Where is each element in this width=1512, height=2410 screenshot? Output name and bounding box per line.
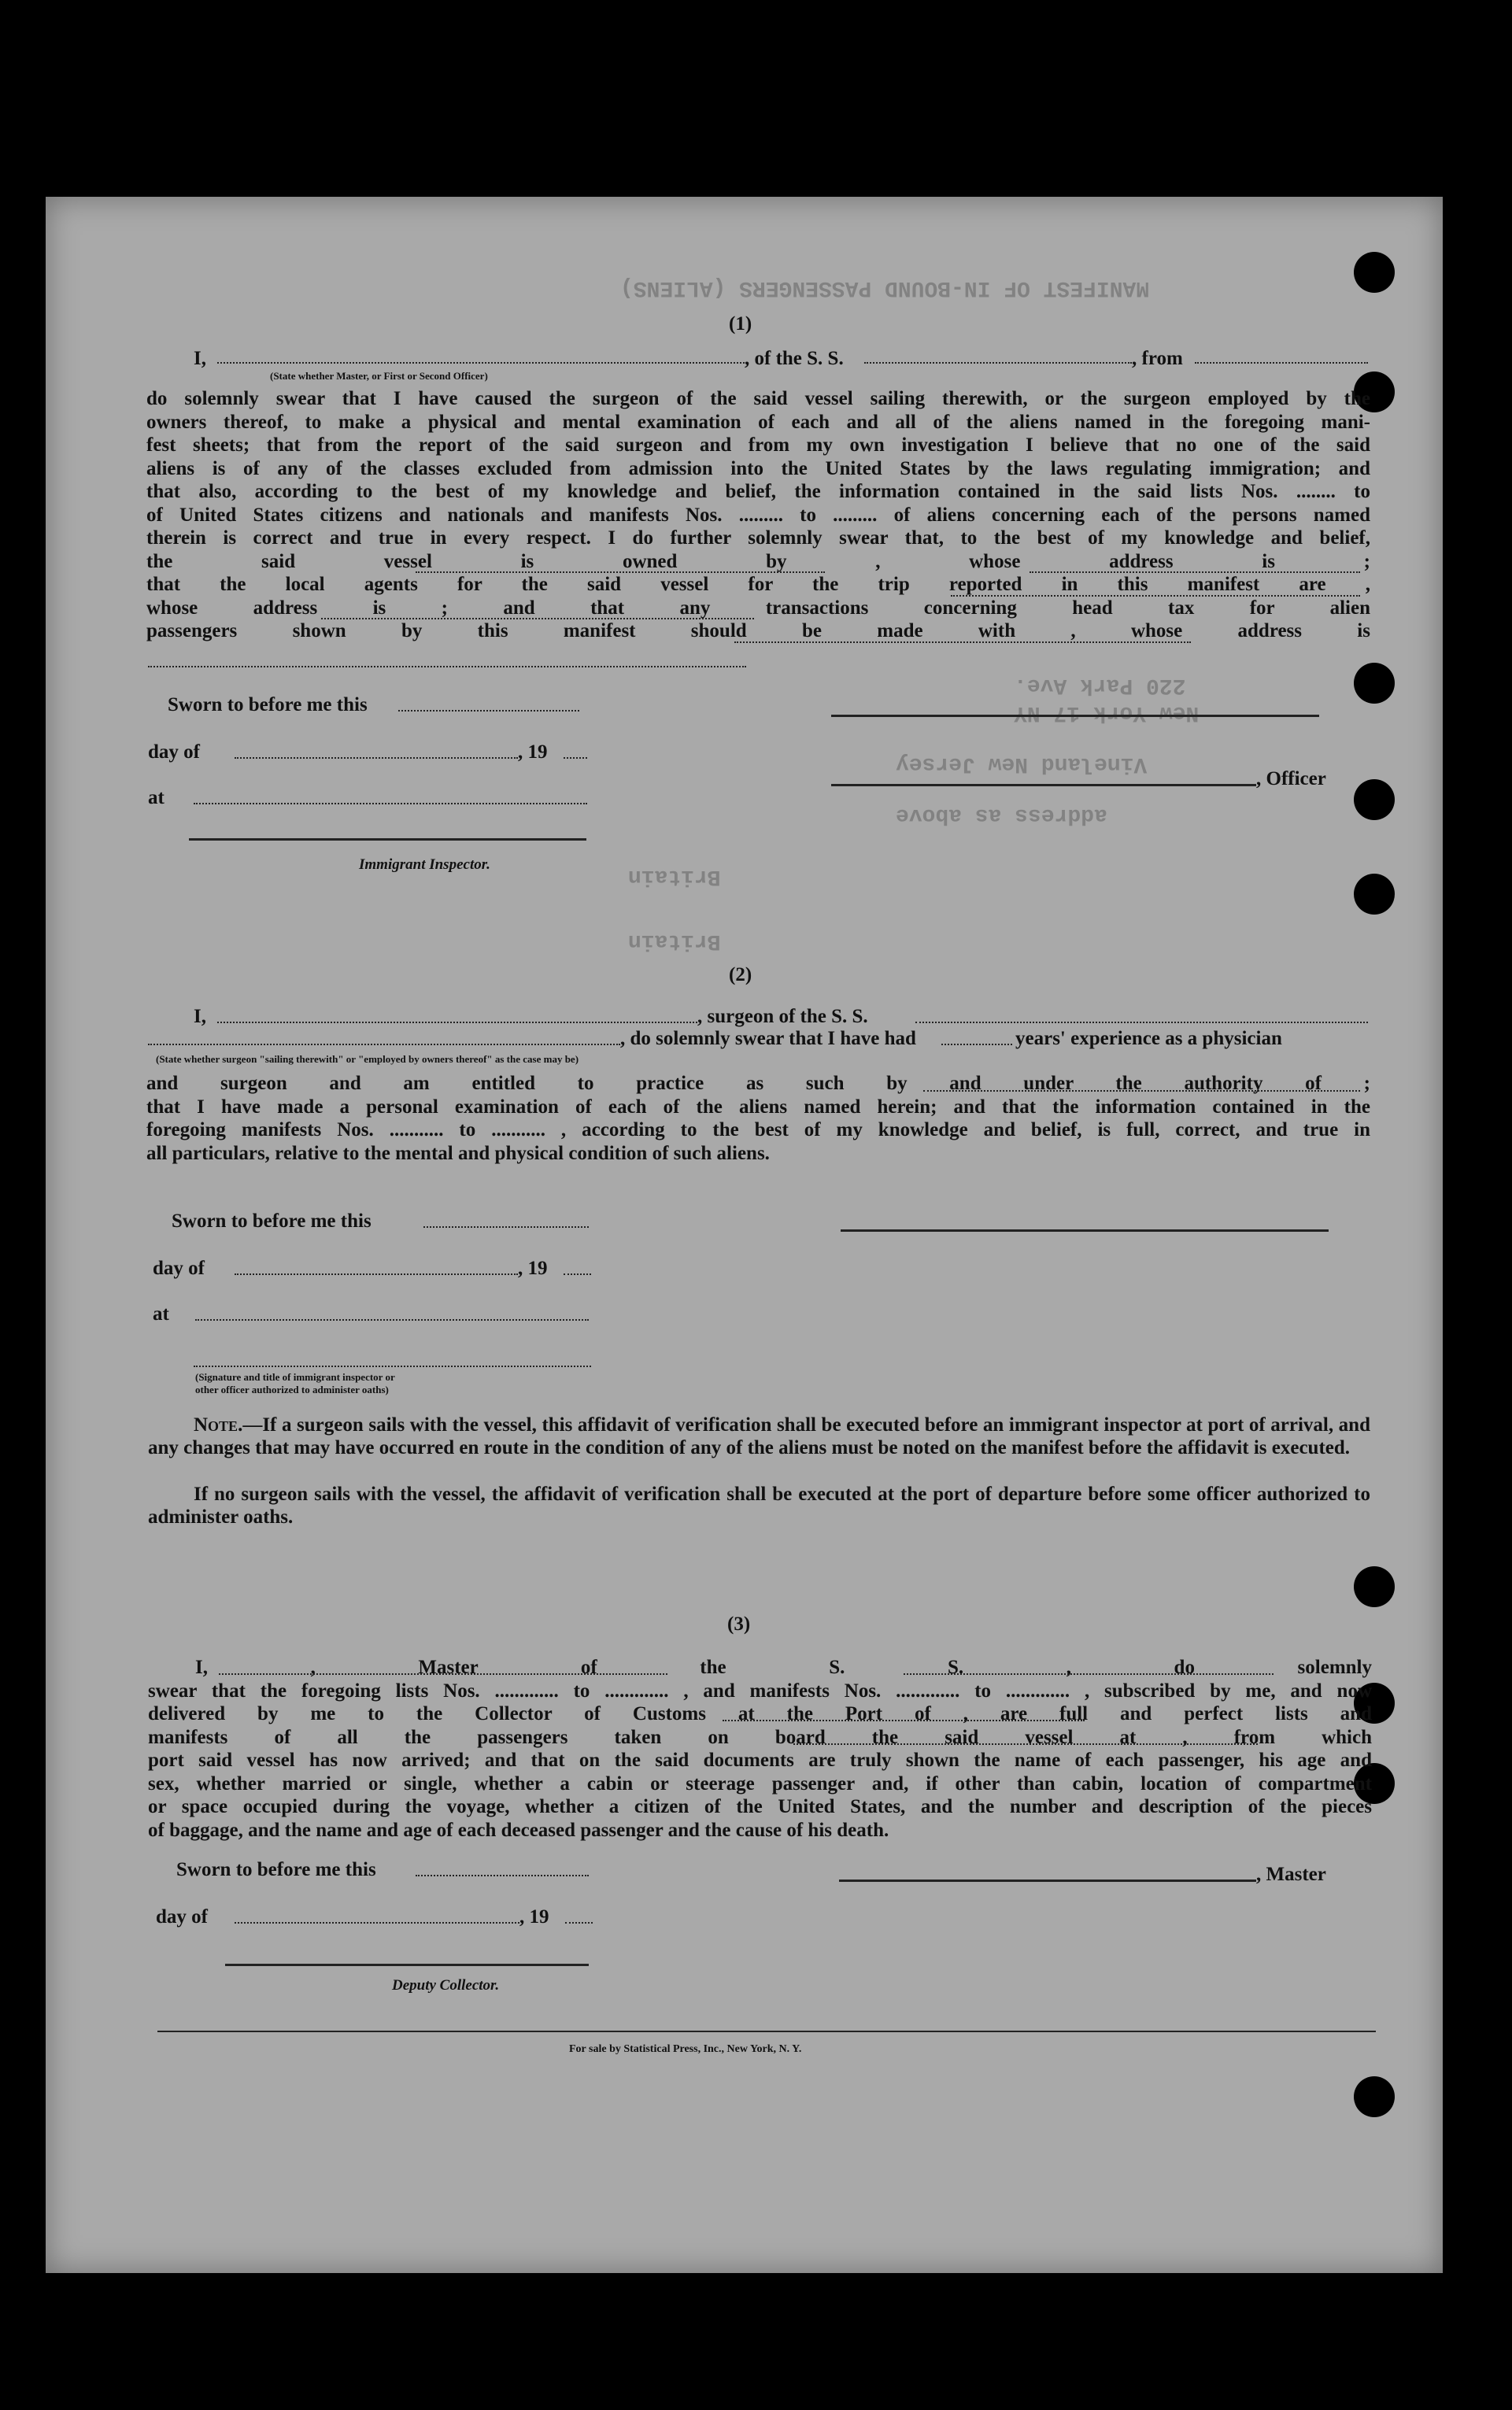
- bleed-through-line: Britain: [628, 929, 721, 953]
- surgeon-type-field[interactable]: [148, 1044, 620, 1045]
- owner-field[interactable]: [416, 571, 825, 573]
- note-text-2: If no surgeon sails with the vessel, the affidavit of verification shall be executed at the port of departure before some officer authorized to administer oaths.: [148, 1484, 1370, 1528]
- agents-field[interactable]: [951, 595, 1360, 597]
- at-label-2: at: [153, 1303, 169, 1325]
- month-field-3[interactable]: [235, 1922, 519, 1924]
- sworn-label-2: Sworn to before me this: [172, 1211, 372, 1232]
- section-2-paragraph: and surgeon and am entitled to practice as such by and under the authority of ; that I have made a personal examination of each of the aliens named herein; and that the information contained in the foregoing manifests Nos. ........... to ........... , according to the best of my knowledge and belief, is full, correct, and true in all particulars, relative to the mental and physical condition of such aliens.: [146, 1073, 1370, 1164]
- officer-label: , Officer: [1256, 768, 1326, 789]
- at-label-1: at: [148, 787, 165, 808]
- surgeon-caption: (State whether surgeon "sailing therewith" or "employed by owners thereof" as the case may be): [156, 1053, 579, 1065]
- form-sheet: [46, 197, 1443, 2273]
- master-i-label: I,: [194, 348, 206, 369]
- binder-hole: [1354, 779, 1395, 820]
- of-ss-label: , of the S. S.: [745, 348, 844, 369]
- surgeon-of-ss-label: , surgeon of the S. S.: [697, 1006, 868, 1027]
- head-tax-field[interactable]: [734, 641, 1191, 643]
- binder-hole: [1354, 874, 1395, 915]
- officer-line-1[interactable]: [831, 715, 1319, 717]
- section-1-number: (1): [729, 313, 752, 335]
- sworn-label-1: Sworn to before me this: [168, 694, 368, 715]
- year-label-3: , 19: [519, 1906, 549, 1928]
- day-of-label-2: day of: [153, 1258, 205, 1279]
- binder-hole: [1354, 252, 1395, 293]
- section-1-paragraph: do solemnly swear that I have caused the surgeon of the said vessel sailing therewith, or the surgeon employed by the owners thereof, to make a physical and mental examination of each and all of the aliens named in the foregoing mani- fest sheets; that from the report of the said surgeon and from my own investigation I believe that no one of the said aliens is of any of the classes excluded from admission into the United States by the laws regulating immigration; and that also, according to the best of my knowledge and belief, the information contained in the said lists Nos. ........ to of United States citizens and nationals and manifests Nos. ......... to ......... of aliens concerning each of the persons named therein is correct and true in every respect. I do further solemnly swear that, to the best of my knowledge and belief, the said vessel is owned by , whose address is ; that the local agents for the said vessel for the trip reported in this manifest are , whose address is ; and that any transactions concerning head tax for alien passengers shown by this manifest should be made with , whose address is: [146, 388, 1370, 641]
- head-tax-address-field[interactable]: [148, 666, 746, 667]
- bleed-through-line: 220 Park Ave.: [1014, 673, 1186, 697]
- note-paragraph-1: [148, 1414, 1370, 1459]
- port-field-3[interactable]: [723, 1720, 1085, 1721]
- officer-signature-line[interactable]: [831, 784, 1256, 786]
- years-field[interactable]: [941, 1044, 1012, 1045]
- surgeon-signature-line[interactable]: [841, 1229, 1329, 1232]
- signature-caption-2b: other officer authorized to administer oaths): [195, 1384, 389, 1395]
- agents-address-field[interactable]: [321, 618, 754, 619]
- section-3-number: (3): [727, 1613, 751, 1635]
- section-3-paragraph: I, , Master of the S. S. , do solemnly swear that the foregoing lists Nos. ............. to ............. , and manifests Nos. ............. to ............. , subscribed by me, and now delivered by me to the Collector of Customs at the Port of , are full and perfect lists and manifests of all the passengers taken on board the said vessel at , from which port said vessel has now arrived; and that on the said documents are truly shown the name of each passenger, his age and sex, whether married or single, whether a cabin or steerage passenger and, if other than cabin, location of compartment or space occupied during the voyage, whether a citizen of the United States, and the number and description of the pieces of baggage, and the name and age of each deceased passenger and the cause of his death.: [148, 1657, 1372, 1841]
- inspector-caption: Immigrant Inspector.: [359, 856, 490, 873]
- year-field-2[interactable]: [564, 1273, 591, 1275]
- sworn-date-field-1[interactable]: [398, 710, 579, 712]
- day-of-label-3: day of: [156, 1906, 208, 1928]
- year-field-3[interactable]: [565, 1922, 593, 1924]
- master-signature-line[interactable]: [839, 1880, 1256, 1882]
- vessel-name-field[interactable]: [864, 362, 1132, 364]
- master-caption: (State whether Master, or First or Second Officer): [270, 370, 488, 382]
- bleed-through-title: MANIFEST OF IN-BOUND PASSENGERS (ALIENS): [620, 275, 1150, 300]
- year-label-2: , 19: [518, 1258, 548, 1279]
- at-place-field-1[interactable]: [194, 803, 587, 804]
- master-name-field-3[interactable]: [219, 1673, 667, 1675]
- signature-caption-2a: (Signature and title of immigrant inspector or: [195, 1371, 395, 1383]
- year-label-1: , 19: [518, 741, 548, 763]
- binder-hole: [1354, 2076, 1395, 2117]
- day-of-label-1: day of: [148, 741, 200, 763]
- master-vessel-field-3[interactable]: [904, 1673, 1274, 1675]
- note-text-1: —If a surgeon sails with the vessel, this affidavit of verification shall be executed before an immigrant inspector at port of arrival, and any changes that may have occurred en route in the condition of any of the aliens must be noted on the manifest before the affidavit is executed.: [148, 1414, 1370, 1458]
- surgeon-vessel-field[interactable]: [915, 1022, 1368, 1023]
- deputy-signature-line[interactable]: [225, 1964, 589, 1966]
- owner-address-field[interactable]: [1030, 571, 1360, 573]
- note-paragraph-2: [148, 1483, 1370, 1528]
- section-2-number: (2): [729, 964, 752, 985]
- bleed-through-line: Vineland New Jersey: [896, 752, 1148, 776]
- footer-printer: For sale by Statistical Press, Inc., New York, N. Y.: [569, 2043, 802, 2055]
- bleed-through-line: address as above: [896, 803, 1107, 827]
- deputy-caption: Deputy Collector.: [392, 1977, 500, 1994]
- binder-hole: [1354, 663, 1395, 704]
- master-name-field[interactable]: [217, 362, 745, 364]
- years-label: years' experience as a physician: [1015, 1028, 1282, 1049]
- sworn-date-field-2[interactable]: [423, 1226, 589, 1228]
- inspector-signature-line[interactable]: [189, 838, 586, 841]
- bleed-through-line: Britain: [628, 864, 721, 889]
- surgeon-swear-label: , do solemnly swear that I have had: [620, 1028, 916, 1049]
- from-label: , from: [1132, 348, 1183, 369]
- sworn-label-3: Sworn to before me this: [176, 1859, 376, 1880]
- note-label: Note.: [194, 1414, 243, 1436]
- master-label: , Master: [1256, 1864, 1326, 1885]
- footer-rule: [157, 2031, 1376, 2032]
- surgeon-i-label: I,: [194, 1006, 206, 1027]
- from-port-field[interactable]: [1195, 362, 1368, 364]
- binder-hole: [1354, 1566, 1395, 1607]
- signature-line-2[interactable]: [194, 1366, 591, 1367]
- surgeon-name-field[interactable]: [217, 1022, 697, 1023]
- month-field-2[interactable]: [235, 1273, 518, 1275]
- at-place-field-2[interactable]: [195, 1319, 589, 1321]
- month-field-1[interactable]: [235, 757, 518, 759]
- year-field-1[interactable]: [564, 757, 587, 759]
- bleed-through-line: New York 17 NY: [1014, 700, 1200, 725]
- boarding-port-field-3[interactable]: [793, 1743, 1258, 1745]
- authority-field[interactable]: [923, 1090, 1360, 1092]
- sworn-date-field-3[interactable]: [416, 1875, 589, 1876]
